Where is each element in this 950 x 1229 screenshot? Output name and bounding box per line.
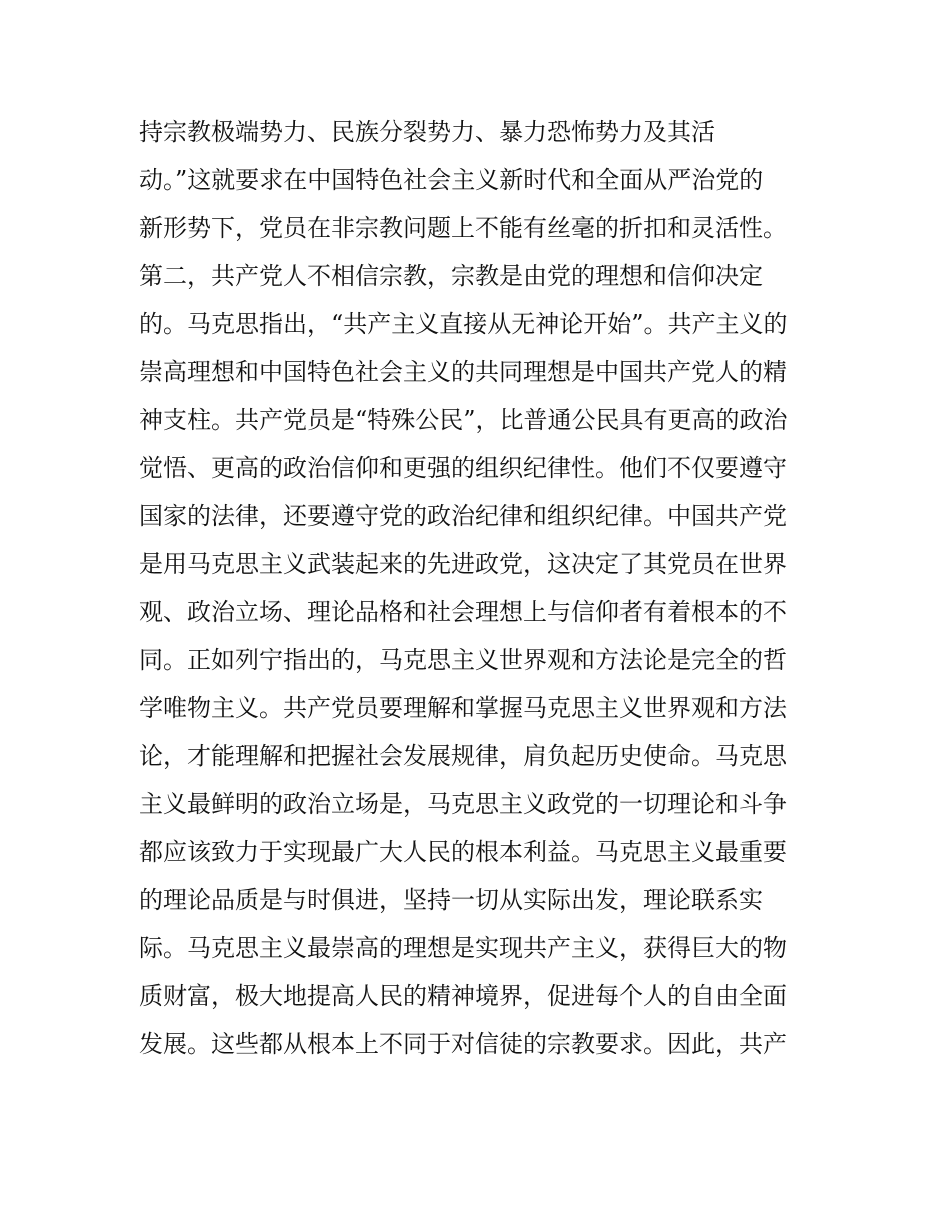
text-line: 都应该致力于实现最广大人民的根本利益。马克思主义最重要: [139, 838, 787, 866]
text-line: 学唯物主义。共产党员要理解和掌握马克思主义世界观和方法: [139, 694, 787, 722]
text-line: 的。马克思指出，“共产主义直接从无神论开始”。共产主义的: [139, 310, 788, 338]
text-line: 第二，共产党人不相信宗教，宗教是由党的理想和信仰决定: [139, 262, 763, 290]
text-line: 同。正如列宁指出的，马克思主义世界观和方法论是完全的哲: [139, 646, 787, 674]
text-line: 崇高理想和中国特色社会主义的共同理想是中国共产党人的精: [139, 358, 787, 386]
body-text: [139, 108, 829, 1068]
text-line: 论，才能理解和把握社会发展规律，肩负起历史使命。马克思: [139, 742, 787, 770]
text-line: 的理论品质是与时俱进，坚持一切从实际出发，理论联系实: [139, 886, 763, 914]
text-line: 动。”这就要求在中国特色社会主义新时代和全面从严治党的: [139, 166, 764, 194]
text-line: 国家的法律，还要遵守党的政治纪律和组织纪律。中国共产党: [139, 502, 787, 530]
text-line: 觉悟、更高的政治信仰和更强的组织纪律性。他们不仅要遵守: [139, 454, 787, 482]
text-line: 主义最鲜明的政治立场是，马克思主义政党的一切理论和斗争: [139, 790, 787, 818]
text-line: 际。马克思主义最崇高的理想是实现共产主义，获得巨大的物: [139, 934, 787, 962]
text-line: 新形势下，党员在非宗教问题上不能有丝毫的折扣和灵活性。: [139, 214, 787, 242]
text-line: 发展。这些都从根本上不同于对信徒的宗教要求。因此，共产: [139, 1030, 787, 1058]
text-line: 质财富，极大地提高人民的精神境界，促进每个人的自由全面: [139, 982, 787, 1010]
text-line: 持宗教极端势力、民族分裂势力、暴力恐怖势力及其活: [139, 118, 715, 146]
text-line: 是用马克思主义武装起来的先进政党，这决定了其党员在世界: [139, 550, 787, 578]
text-line: 观、政治立场、理论品格和社会理想上与信仰者有着根本的不: [139, 598, 787, 626]
text-line: 神支柱。共产党员是“特殊公民”，比普通公民具有更高的政治: [139, 406, 788, 434]
